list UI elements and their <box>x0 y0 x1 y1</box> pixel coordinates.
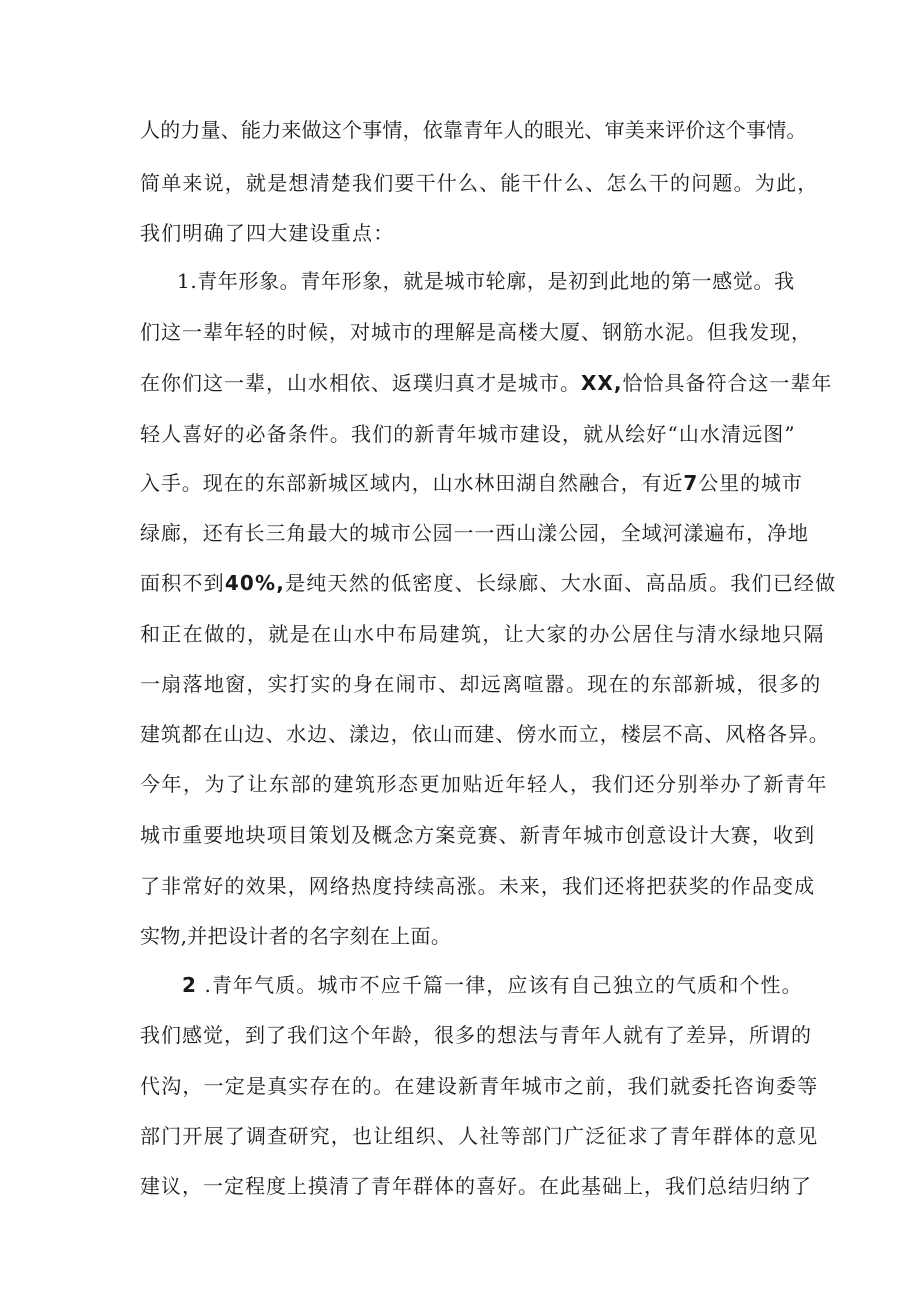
text-line: 部门开展了调查研究，也让组织、人社等部门广泛征求了青年群体的意见 <box>140 1124 819 1148</box>
bold-segment: 7 <box>683 471 699 495</box>
text-line: 我们明确了四大建设重点： <box>140 221 395 245</box>
text-segment: 在你们这一辈，山水相依、返璞归真才是城市。 <box>140 371 581 395</box>
text-line: 了非常好的效果，网络热度持续高涨。未来，我们还将把获奖的作品变成 <box>140 874 816 898</box>
text-line: 们这一辈年轻的时候，对城市的理解是高楼大厦、钢筋水泥。但我发现， <box>140 320 812 344</box>
text-line: 和正在做的，就是在山水中布局建筑，让大家的办公居住与清水绿地只隔 <box>140 622 825 646</box>
text-line: 人的力量、能力来做这个事情，依靠青年人的眼光、审美来评价这个事情。 <box>140 118 807 142</box>
text-line: 简单来说，就是想清楚我们要干什么、能干什么、怎么干的问题。为此， <box>140 171 819 195</box>
bold-segment: XX, <box>581 371 623 395</box>
text-segment: 是纯天然的低密度、长绿廊、大水面、高品质。我们已经做 <box>285 571 837 595</box>
bold-segment: 40%, <box>224 571 286 595</box>
text-line: 代沟，一定是真实存在的。在建设新青年城市之前，我们就委托咨询委等 <box>140 1074 819 1098</box>
text-line <box>140 368 832 398</box>
text-segment: 入手。现在的东部新城区域内，山水林田湖自然融合，有近 <box>140 471 684 495</box>
text-line: 建筑都在山边、水边、漾边，依山而建、傍水而立，楼层不高、风格各异。 <box>140 722 830 746</box>
text-line: 建议，一定程度上摸清了青年群体的喜好。在此基础上，我们总结归纳了 <box>140 1174 812 1198</box>
text-line <box>140 568 836 598</box>
text-segment: 面积不到 <box>140 571 225 595</box>
bold-segment: 2 <box>182 973 198 997</box>
text-segment: .青年气质。城市不应千篇一律，应该有自己独立的气质和个性。 <box>197 973 803 997</box>
text-line: 实物,并把设计者的名字刻在上面。 <box>140 924 452 948</box>
text-line <box>140 468 803 498</box>
text-line: 今年，为了让东部的建筑形态更加贴近年轻人，我们还分别举办了新青年 <box>140 772 828 796</box>
section-heading-line <box>182 970 803 1000</box>
text-line: 一扇落地窗，实打实的身在闹市、却远离喧嚣。现在的东部新城，很多的 <box>140 672 822 696</box>
text-line: 我们感觉，到了我们这个年龄，很多的想法与青年人就有了差异，所谓的 <box>140 1023 812 1047</box>
text-segment: 恰恰具备符合这一辈年 <box>622 371 833 395</box>
text-line: 轻人喜好的必备条件。我们的新青年城市建设，就从绘好“山水清远图” <box>140 422 796 446</box>
text-line: 城市重要地块项目策划及概念方案竞赛、新青年城市创意设计大赛，收到 <box>140 823 816 847</box>
section-heading-line: 1.青年形象。青年形象，就是城市轮廓，是初到此地的第一感觉。我 <box>177 269 795 293</box>
text-line: 绿廊，还有长三角最大的城市公园一一西山漾公园，全域河漾遍布，净地 <box>140 521 809 545</box>
text-segment: 公里的城市 <box>698 471 803 495</box>
